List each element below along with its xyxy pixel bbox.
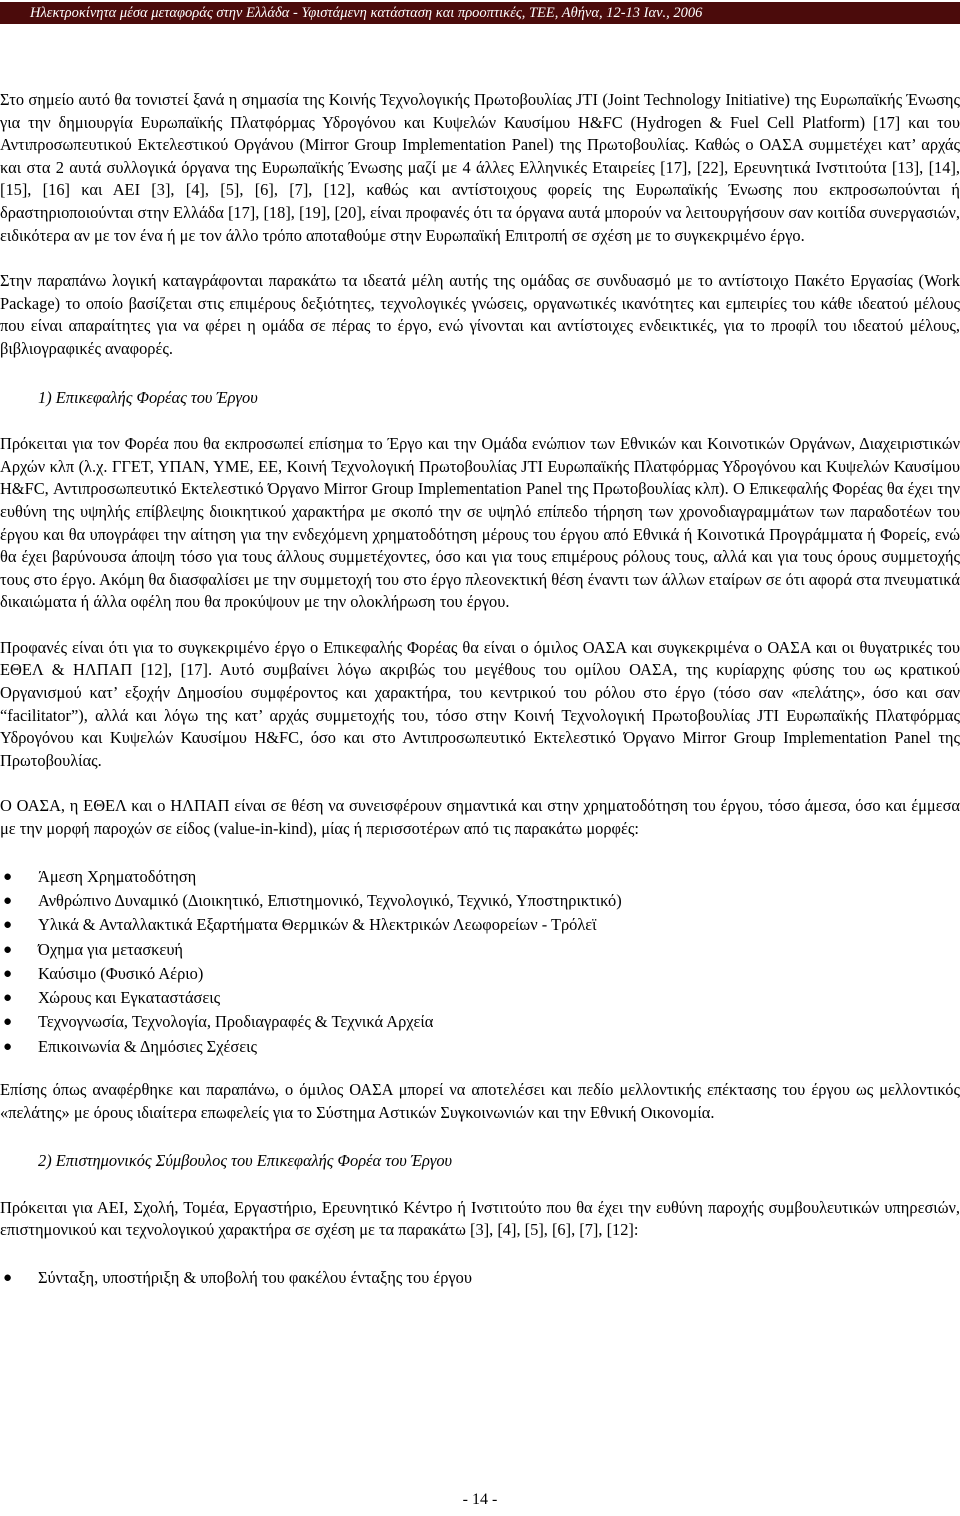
paragraph-intro: Στο σημείο αυτό θα τονιστεί ξανά η σημασία της Κοινής Τεχνολογικής Πρωτοβουλίας JTI (Joint Technology Initiative) της Ευρωπαϊκής Ένωσης για την δημιουργία Ευρωπαϊκής Πλατφόρμας Υδρογόνου και Κυψελών Καυσίμου H&FC (Hydrogen & Fuel Cell Platform) [17] και του Αντιπροσωπευτικού Εκτελεστικού Οργάνου (Mirror Group Implementation Panel) της Πρωτοβουλίας. Καθώς ο ΟΑΣΑ συμμετέχει κατ’ αρχάς και στα 2 αυτά συλλογικά όργανα της Ευρωπαϊκής Ένωσης μαζί με 4 άλλες Ελληνικές Εταιρείες [17], [22], Ερευνητικά Ινστιτούτα [13], [14], [15], [16] και ΑΕΙ [3], [4], [5], [6], [7], [12], καθώς και αντίστοιχους φορείς της Ευρωπαϊκής Ένωσης που εκπροσωπούνται ή δραστηριοποιούνται στην Ελλάδα [17], [18], [19], [20], είναι προφανές ότι τα όργανα αυτά μπορούν να λειτουργήσουν σαν κοιτίδα συνεργασιών, ειδικότερα αν με τον ένα ή με τον άλλο τρόπο αποταθούμε στην Ευρωπαϊκή Επιτροπή σε σχέση με το συγκεκριμένο έργο. [0, 90, 960, 245]
list-item: ● Υλικά & Ανταλλακτικά Εξαρτήματα Θερμικών & Ηλεκτρικών Λεωφορείων - Τρόλεϊ [0, 913, 960, 937]
section-heading-advisor: 2) Επιστημονικός Σύμβουλος του Επικεφαλής Φορέα του Έργου [38, 1151, 453, 1171]
list-item: ● Ανθρώπινο Δυναμικό (Διοικητικό, Επιστημονικό, Τεχνολογικό, Τεχνικό, Υποστηρικτικό) [0, 889, 960, 913]
list-item: ● Καύσιμο (Φυσικό Αέριο) [0, 962, 960, 986]
running-header: Ηλεκτροκίνητα μέσα μεταφοράς στην Ελλάδα - Υφιστάμενη κατάσταση και προοπτικές, ΤΕΕ, Αθήνα, 12-13 Ιαν., 2006 [0, 2, 960, 24]
list-item: ● Σύνταξη, υποστήριξη & υποβολή του φακέλου ένταξης του έργου [0, 1266, 960, 1290]
bullet-icon: ● [3, 868, 13, 885]
paragraph-lead-body: Πρόκειται για τον Φορέα που θα εκπροσωπεί επίσημα το Έργο και την Ομάδα ενώπιον των Εθνικών και Κοινοτικών Οργάνων, Διαχειριστικών Αρχών κλπ (λ.χ. ΓΓΕΤ, ΥΠΑΝ, ΥΜΕ, ΕΕ, Κοινή Τεχνολογική Πρωτοβουλίας JTI Ευρωπαϊκής Πλατφόρμας Υδρογόνου και Κυψελών Καυσίμου H&FC, Αντιπροσωπευτικό Εκτελεστικό Όργανο Mirror Group Implementation Panel της Πρωτοβουλίας κλπ). Ο Επικεφαλής Φορέας θα έχει την ευθύνη της υψηλής επίβλεψης διοικητικού χαρακτήρα με σκοπό την σε υψηλό επίπεδο τήρηση των χρονοδιαγραμμάτων των παραδοτέων του έργου και θα υπογράφει την αίτηση για την ενδεχόμενη χρηματοδότηση μέρους του έργου από Εθνικά ή Κοινοτικά Προγράμματα ή Φορείς, ενώ θα έχει βαρύνουσα άποψη τόσο για τους άλλους συμμετέχοντες, όσο και για τους επιμέρους ρόλους τους, αλλά και για τους όρους συμμετοχής τους στο έργο. Ακόμη θα διασφαλίσει με την συμμετοχή του στο έργο πλεονεκτική θέση έναντι των άλλων εταίρων σε ότι αφορά στα πνευματικά δικαιώματα ή άλλα οφέλη που θα προκύψουν με την ολοκλήρωση του έργου. [0, 434, 960, 612]
list-item: ● Τεχνογνωσία, Τεχνολογία, Προδιαγραφές & Τεχνικά Αρχεία [0, 1010, 960, 1034]
list-item: ● Χώρους και Εγκαταστάσεις [0, 986, 960, 1010]
paragraph-contrib: Ο ΟΑΣΑ, η ΕΘΕΛ και ο ΗΛΠΑΠ είναι σε θέση να συνεισφέρουν σημαντικά και στην χρηματοδότηση του έργου, τόσο άμεσα, όσο και έμμεσα με την μορφή παροχών σε είδος (value-in-kind), μίας ή περισσοτέρων από τις παρακάτω μορφές: [0, 796, 960, 839]
page-number: - 14 - [462, 1491, 498, 1508]
bullet-icon: ● [3, 965, 13, 982]
bullet-icon: ● [3, 892, 13, 909]
bullet-icon: ● [3, 941, 13, 958]
section-heading-lead: 1) Επικεφαλής Φορέας του Έργου [38, 387, 258, 407]
contrib-list [0, 865, 960, 1059]
advisor-list [0, 1266, 960, 1290]
list-item: ● Επικοινωνία & Δημόσιες Σχέσεις [0, 1035, 960, 1059]
bullet-icon: ● [3, 990, 13, 1007]
bullet-icon: ● [3, 1038, 13, 1055]
paragraph-logic: Στην παραπάνω λογική καταγράφονται παρακάτω τα ιδεατά μέλη αυτής της ομάδας σε συνδυασμό με το αντίστοιχο Πακέτο Εργασίας (Work Package) το οποίο βασίζεται στις επιμέρους δεξιότητες, τεχνολογικές γνώσεις, οργανωτικές ικανότητες και εμπειρίες του κάθε ιδεατού μέλους που είναι απαραίτητες για να φέρει η ομάδα σε πέρας το έργο, ενώ γίνονται και αντίστοιχες ενδεικτικές, για το προφίλ του ιδεατού μέλους, βιβλιογραφικές αναφορές. [0, 271, 960, 358]
list-item: ● Άμεση Χρηματοδότηση [0, 865, 960, 889]
paragraph-also: Επίσης όπως αναφέρθηκε και παραπάνω, ο όμιλος ΟΑΣΑ μπορεί να αποτελέσει και πεδίο μελλοντικής επέκτασης του έργου ως μελλοντικός «πελάτης» με όρους ιδιαίτερα επωφελείς για το Σύστημα Αστικών Συγκοινωνιών και την Εθνική Οικονομία. [0, 1080, 960, 1122]
bullet-icon: ● [3, 1269, 13, 1286]
document-body [0, 89, 960, 1290]
bullet-icon: ● [3, 917, 13, 934]
list-item: ● Όχημα για μετασκευή [0, 938, 960, 962]
paragraph-advisor-body: Πρόκειται για ΑΕΙ, Σχολή, Τομέα, Εργαστήριο, Ερευνητικό Κέντρο ή Ινστιτούτο που θα έχει την ευθύνη παροχής συμβουλευτικών υπηρεσιών, επιστημονικού και τεχνολογικού χαρακτήρα σε σχέση με τα παρακάτω [3], [4], [5], [6], [7], [12]: [0, 1197, 960, 1240]
bullet-icon: ● [3, 1014, 13, 1031]
paragraph-oasa: Προφανές είναι ότι για το συγκεκριμένο έργο ο Επικεφαλής Φορέας θα είναι ο όμιλος ΟΑΣΑ και συγκεκριμένα ο ΟΑΣΑ και οι θυγατρικές του ΕΘΕΛ & ΗΛΠΑΠ [12], [17]. Αυτό συμβαίνει λόγω ακριβώς του μεγέθους του ομίλου ΟΑΣΑ, της κυρίαρχης φύσης του ως κρατικού Οργανισμού κατ’ εξοχήν Δημοσίου συμφέροντος και χαρακτήρα, του κεντρικού του ρόλου στο έργο (τόσο σαν «πελάτης», όσο και σαν “facilitator”), αλλά και λόγω της κατ’ αρχάς συμμετοχής του, τόσο στην Κοινή Τεχνολογική Πρωτοβουλίας JTI Ευρωπαϊκής Πλατφόρμας Υδρογόνου και Κυψελών Καυσίμου H&FC, όσο και στο Αντιπροσωπευτικό Εκτελεστικό Όργανο Mirror Group Implementation Panel της Πρωτοβουλίας. [0, 637, 960, 770]
